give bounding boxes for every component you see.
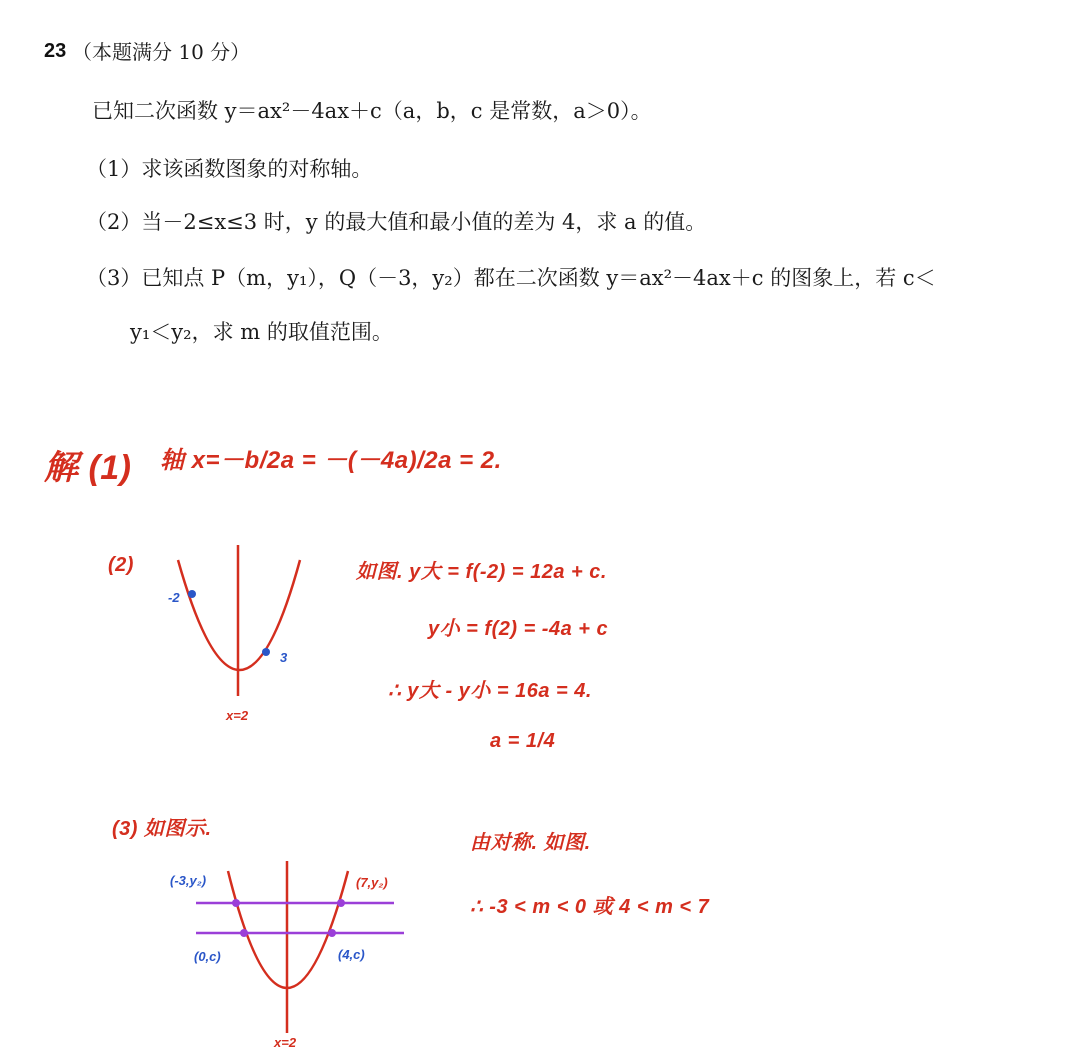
solution-3-line-1: 由对称. 如图. bbox=[470, 832, 591, 854]
point-right-label: 3 bbox=[280, 650, 288, 665]
point-neg3-y2 bbox=[232, 899, 240, 907]
solution-1-label: 解 (1) bbox=[44, 449, 132, 487]
axis-label: x=2 bbox=[274, 1035, 297, 1050]
solution-2-line-3: ∴ y大 - y小 = 16a = 4. bbox=[388, 680, 592, 702]
parabola-graph-2 bbox=[160, 540, 330, 740]
problem-stem: 已知二次函数 y＝ax²－4ax＋c（a，b，c 是常数，a＞0）。 bbox=[92, 99, 652, 123]
point-4-c bbox=[328, 929, 336, 937]
point-left-label: -2 bbox=[168, 590, 180, 605]
parabola-graph-3 bbox=[160, 855, 440, 1055]
label-4-c: (4,c) bbox=[338, 947, 365, 962]
problem-header: （本题满分 10 分） bbox=[72, 40, 251, 64]
label-neg3-y2: (-3,y₂) bbox=[170, 873, 207, 888]
label-0-c: (0,c) bbox=[194, 949, 221, 964]
solution-2-line-1: 如图. y大 = f(-2) = 12a + c. bbox=[356, 561, 607, 583]
point-left bbox=[188, 590, 196, 598]
point-0-c bbox=[240, 929, 248, 937]
point-right bbox=[262, 648, 270, 656]
solution-3-line-2: ∴ -3 < m < 0 或 4 < m < 7 bbox=[470, 896, 710, 918]
point-7-y2 bbox=[337, 899, 345, 907]
question-3-line-1: （3）已知点 P（m，y₁），Q（－3，y₂）都在二次函数 y＝ax²－4ax＋c 的图象上，若 c＜ bbox=[86, 266, 936, 290]
label-7-y2: (7,y₂) bbox=[356, 875, 388, 890]
question-2: （2）当－2≤x≤3 时，y 的最大值和最小值的差为 4，求 a 的值。 bbox=[86, 210, 707, 234]
problem-number: 23 bbox=[44, 40, 67, 62]
solution-2-line-2: y小 = f(2) = -4a + c bbox=[428, 618, 609, 640]
axis-label: x=2 bbox=[226, 708, 249, 723]
solution-1-text: 轴 x=－b/2a = －(－4a)/2a = 2. bbox=[160, 447, 502, 474]
solution-3-label: (3) 如图示. bbox=[112, 818, 212, 840]
solution-2-line-4: a = 1/4 bbox=[490, 730, 556, 752]
solution-2-label: (2) bbox=[108, 554, 134, 576]
question-1: （1）求该函数图象的对称轴。 bbox=[86, 157, 373, 181]
question-3-line-2: y₁＜y₂，求 m 的取值范围。 bbox=[130, 320, 393, 344]
